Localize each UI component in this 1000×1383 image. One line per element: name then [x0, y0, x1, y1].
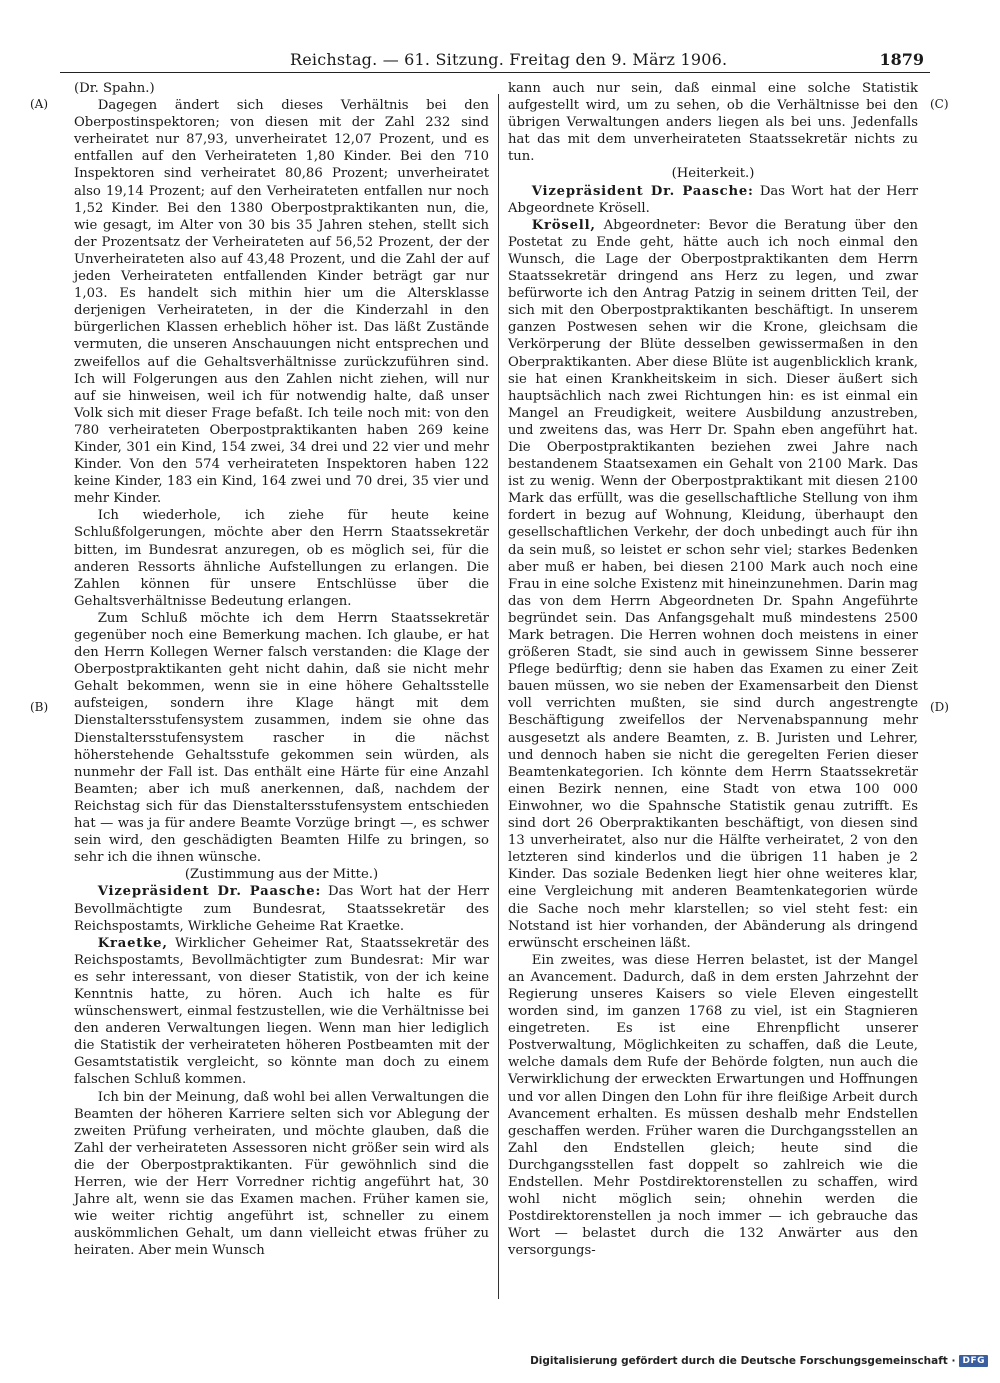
paragraph: Ich bin der Meinung, daß wohl bei allen Verwaltungen die Beamten der höheren Karriere selten sich vor Ablegung der zweiten Prüfung verheiraten, und möchte glauben, daß die Zahl der verheirateten Assessoren nicht größer sein wird als die der Oberpostpraktikanten. Für gewöhnlich sind die Herren, wie der Herr Vorredner richtig angeführt hat, 30 Jahre alt, wenn sie das Examen machen. Früher kamen sie, wie weiter richtig angeführt ist, schneller zu einem auskömmlichen Gehalt, um dann vielleicht etwas früher zu heiraten. Aber mein Wunsch — [74, 1089, 489, 1259]
speaker-name: Kraetke, — [97, 935, 168, 951]
left-column — [74, 80, 489, 1259]
speaker-paragraph — [508, 183, 918, 217]
paragraph: Dagegen ändert sich dieses Verhältnis bei den Oberpostinspektoren; von diesen mit der Zahl 232 sind verheiratet nur 87,93, unverheiratet 12,07 Prozent, und es entfallen auf den Verheirateten 1,80 Kinder. Bei den 710 Inspektoren sind verheiratet 80,86 Prozent; unverheiratet also 19,14 Prozent; auf den Verheirateten entfallen nur noch 1,52 Kinder. Bei den 1380 Oberpostpraktikanten nun, die, wie gesagt, im Alter von 30 bis 35 Jahren stehen, stellt sich der Prozentsatz der Verheirateten auf 56,52 Prozent, der der Unverheirateten also auf 43,48 Prozent, und die Zahl der auf jeden Verheirateten entfallenden Kinder beträgt gar nur 1,03. Es handelt sich mithin hier um die Altersklasse derjenigen Verheirateten, in der die Kinderzahl in den bürgerlichen Klassen erheblich höher ist. Das läßt Zustände vermuten, die unseren Anschauungen nicht entsprechen und zweifellos auf die Gehaltsverhältnisse zurückzuführen sind. Ich will Folgerungen aus den Zahlen nicht ziehen, will nur auf sie hinweisen, weil ich für notwendig halte, daß unser Volk sich mit dieser Frage befaßt. Ich teile noch mit: von den 780 verheirateten Oberpostpraktikanten haben 269 keine Kinder, 301 ein Kind, 154 zwei, 34 drei und 22 vier und mehr Kinder. Von den 574 verheirateten Inspektoren haben 122 keine Kinder, 183 ein Kind, 164 zwei und 70 drei, 35 vier und mehr Kinder. — [74, 98, 489, 507]
right-column — [508, 80, 918, 1259]
speaker-name: Krösell, — [531, 217, 596, 233]
column-divider — [498, 94, 499, 1299]
speaker-text: Das Wort hat der Herr Abgeordnete Krösell. — [508, 183, 918, 216]
speaker-text: Wirklicher Geheimer Rat, Staatssekretär des Reichspostamts, Bevollmächtigter zum Bundesrat: Mir war es sehr interessant, von dieser Statistik, von der ich keine Kenntnis hatte, zu hören. Auch ich halte es für wünschenswert, einmal festzustellen, wie die Verhältnisse bei den anderen Verwaltungen liegen. Wenn man hier lediglich die Statistik der verheirateten höheren Postbeamten mit der Gesamtstatistik vergleicht, so könnte man doch zu einem falschen Schluß kommen. — [74, 935, 489, 1088]
paragraph: kann auch nur sein, daß einmal eine solche Statistik aufgestellt wird, um zu sehen, ob die Verhältnisse bei den übrigen Verwaltungen anders liegen als bei uns. Jedenfalls hat das mit dem unverheirateten Staatssekretär nichts zu tun. — [508, 81, 918, 165]
speaker-paragraph — [508, 217, 918, 952]
speaker-text: Abgeordneter: Bevor die Beratung über den Postetat zu Ende geht, hätte auch ich noch einmal den Wunsch, die Lage der Oberpostpraktikanten dem Herrn Staatssekretär dringend ans Herz zu legen, und zwar befürworte ich den Antrag Patzig in seinem dritten Teil, der sich mit den Oberpostpraktikanten beschäftigt. In unserem ganzen Postwesen sehen wir die Krone, gleichsam die Verkörperung der Blüte desselben gewissermaßen in den Oberpraktikanten. Aber diese Blüte ist augenblicklich krank, sie hat einen Krankheitskeim in sich. Dieser äußert sich hauptsächlich nach zwei Richtungen hin: es ist einmal ein Mangel an Freudigkeit, weitere Ausbildung anzustreben, und zweitens das, was Herr Dr. Spahn eben angeführt hat. Die Oberpostpraktikanten beziehen zwei Jahre nach bestandenem Staatsexamen ein Gehalt von 2100 Mark. Das ist zu wenig. Wenn der Oberpostpraktikant mit diesen 2100 Mark das erfüllt, was die gesellschaftliche Stellung von ihm fordert in bezug auf Wohnung, Kleidung, überhaupt den gesellschaftlichen Verkehr, der doch unbedingt auch für ihn da sein muß, so leistet er schon sehr viel; starkes Bedenken aber muß er haben, bei diesen 2100 Mark auch noch eine Frau in eine solche Existenz mit hineinzunehmen. Darin mag das von dem Herrn Abgeordneten Dr. Spahn Angeführte begründet sein. Das Anfangsgehalt muß mindestens 2500 Mark betragen. Die Herren wohnen doch meistens in einer größeren Stadt, sie sind auch in gewissem Sinne besserer Pflege bedürftig; denn sie haben das Examen zu einer Zeit bauen müssen, wo sie neben der Examensarbeit den Dienst voll verrichten mußten, sie sind durch angestrengte Beschäftigung zweifellos der Nervenabspannung mehr ausgesetzt als andere Beamten, z. B. Juristen und Lehrer, und dennoch haben sie nicht die geregelten Ferien dieser Beamtenkategorien. Ich könnte dem Herrn Staatssekretär einen Bezirk nennen, eine Stadt von etwa 100 000 Einwohner, wo die Spahnsche Statistik genau zutrifft. Es sind dort 26 Oberpraktikanten beschäftigt, von diesen sind 13 unverheiratet, also nur die Hälfte verheiratet, 2 von den letzteren sind kinderlos und die übrigen 11 haben je 2 Kinder. Das soziale Bedenken liegt hier ohne weiteres klar, eine Vergleichung mit anderen Beamtenkategorien würde die Sache noch mehr klarstellen; so viel steht fest: ein Notstand ist hier vorhanden, der Abänderung als dringend erwünscht erscheinen läßt. — [508, 217, 918, 951]
margin-marker-d: (D) — [930, 700, 949, 714]
digitization-footer — [530, 1355, 988, 1367]
speaker-paragraph — [74, 935, 489, 1089]
margin-marker-c: (C) — [930, 97, 949, 111]
speaker-name: Vizepräsident Dr. Paasche: — [531, 183, 754, 199]
header-title: Reichstag. — 61. Sitzung. Freitag den 9. März 1906. — [290, 50, 728, 69]
speaker-reference: (Dr. Spahn.) — [74, 81, 155, 96]
margin-marker-a: (A) — [30, 97, 49, 111]
interjection: (Heiterkeit.) — [671, 166, 755, 182]
speaker-paragraph — [74, 883, 489, 934]
margin-marker-b: (B) — [30, 700, 49, 714]
interjection: (Zustimmung aus der Mitte.) — [184, 867, 379, 883]
footer-text: Digitalisierung gefördert durch die Deutsche Forschungsgemeinschaft · — [530, 1355, 956, 1367]
speaker-text: Das Wort hat der Herr Bevollmächtigte zum Bundesrat, Staatssekretär des Reichspostamts, Wirkliche Geheime Rat Kraetke. — [74, 884, 490, 934]
paragraph: Zum Schluß möchte ich dem Herrn Staatssekretär gegenüber noch eine Bemerkung machen. Ich glaube, er hat den Herrn Kollegen Werner falsch verstanden: die Klage der Oberpostpraktikanten geht nicht dahin, daß sie nicht mehr Gehalt bekommen, wenn sie in eine höhere Gehaltsstelle aufsteigen, sondern ihre Klage hängt mit dem Dienstaltersstufensystem zusammen, indem sie ohne das Dienstaltersstufensystem rascher in die nächst höherstehende Gehaltsstufe gekommen sein würden, als nunmehr der Fall ist. Das enthält eine Härte für eine Anzahl Beamten; aber ich muß anerkennen, daß, nachdem der Reichstag sich für das Dienstaltersstufensystem entschieden hat — was ja für andere Beamte Vorzüge bringt —, es schwer sein wird, den geschädigten Beamten Hilfe zu bringen, so sehr ich die ihnen wünsche. — [74, 610, 489, 866]
speaker-name: Vizepräsident Dr. Paasche: — [97, 884, 322, 900]
paragraph: Ich wiederhole, ich ziehe für heute keine Schlußfolgerungen, möchte aber den Herrn Staatssekretär bitten, im Bundesrat anzuregen, ob es möglich sei, für die anderen Ressorts ähnliche Aufstellungen zu erlangen. Die Zahlen können für unsere Entschlüsse über die Gehaltsverhältnisse Bedeutung erlangen. — [74, 508, 489, 609]
paragraph: Ein zweites, was diese Herren belastet, ist der Mangel an Avancement. Dadurch, daß in dem ersten Jahrzehnt der Regierung unseres Kaisers so viele Eleven eingestellt worden sind, im ganzen 1768 zu viel, ist ein Stagnieren eingetreten. Es ist eine Ehrenpflicht unserer Postverwaltung, Möglichkeiten zu schaffen, daß die Leute, welche damals dem Rufe der Behörde folgten, nun auch die Verwirklichung der erweckten Erwartungen und Hoffnungen und vor allen Dingen den Lohn für ihre fleißige Arbeit durch Avancement erhalten. Es müssen deshalb mehr Endstellen geschaffen werden. Früher waren die Durchgangsstellen an Zahl den Endstellen gleich; heute sind die Durchgangsstellen fast doppelt so zahlreich wie die Endstellen. Mehr Postdirektorenstellen zu schaffen, wird wohl nicht möglich sein; ohnehin werden die Postdirektorenstellen ja noch immer — ich gebrauche das Wort — belastet durch die 132 Anwärter aus den versorgungs- — [508, 952, 918, 1259]
dfg-logo-icon: DFG — [959, 1355, 988, 1367]
running-header — [60, 48, 930, 73]
page-number: 1879 — [879, 50, 924, 69]
